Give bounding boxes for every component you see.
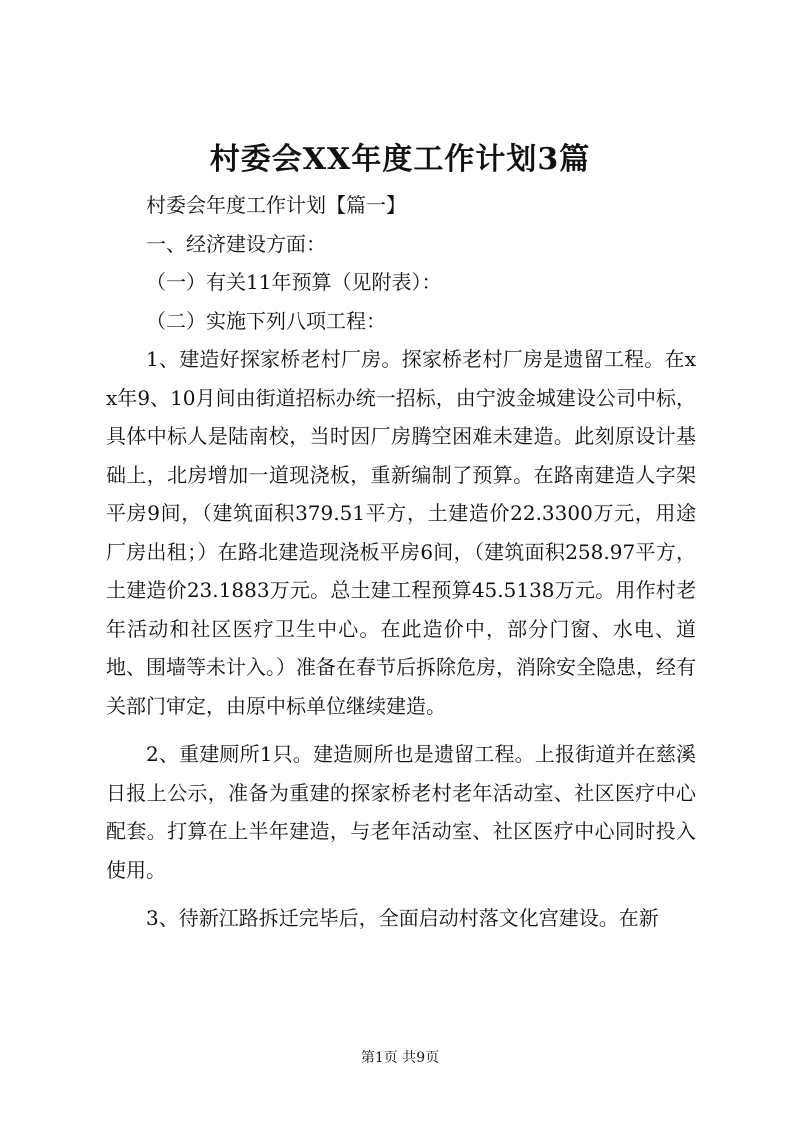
document-title: 村委会XX年度工作计划3篇	[209, 142, 591, 177]
paragraph: 2、重建厕所1只。建造厕所也是遗留工程。上报街道并在慈溪日报上公示，准备为重建的探家桥老村老年活动室、社区医疗中心配套。打算在上半年建造，与老年活动室、社区医疗中心同时投入使用。	[106, 742, 696, 882]
paragraph: （二）实施下列八项工程：	[146, 308, 386, 333]
document-body	[106, 186, 696, 938]
paragraph: 1、建造好探家桥老村厂房。探家桥老村厂房是遗留工程。在xx年9、10月间由街道招标办统一招标，由宁波金城建设公司中标，具体中标人是陆南校，当时因厂房腾空困难未建造。此刻原设计基础上，北房增加一道现浇板，重新编制了预算。在路南建造人字架平房9间，（建筑面积379.51平方，土建造价22.3300万元，用途厂房出租；）在路北建造现浇板平房6间，（建筑面积258.97平方，土建造价23.1883万元。总土建工程预算45.5138万元。用作村老年活动和社区医疗卫生中心。在此造价中，部分门窗、水电、道地、围墙等未计入。）准备在春节后拆除危房，消除安全隐患，经有关部门审定，由原中标单位继续建造。	[106, 347, 696, 718]
paragraph: 3、待新江路拆迁完毕后，全面启动村落文化宫建设。在新	[146, 906, 659, 930]
paragraph: 一、经济建设方面：	[146, 231, 326, 256]
paragraph: （一）有关11年预算（见附表）：	[146, 270, 442, 294]
page-footer: 第1页 共9页	[360, 1050, 440, 1066]
section-heading: 村委会年度工作计划【篇一】	[146, 193, 406, 217]
